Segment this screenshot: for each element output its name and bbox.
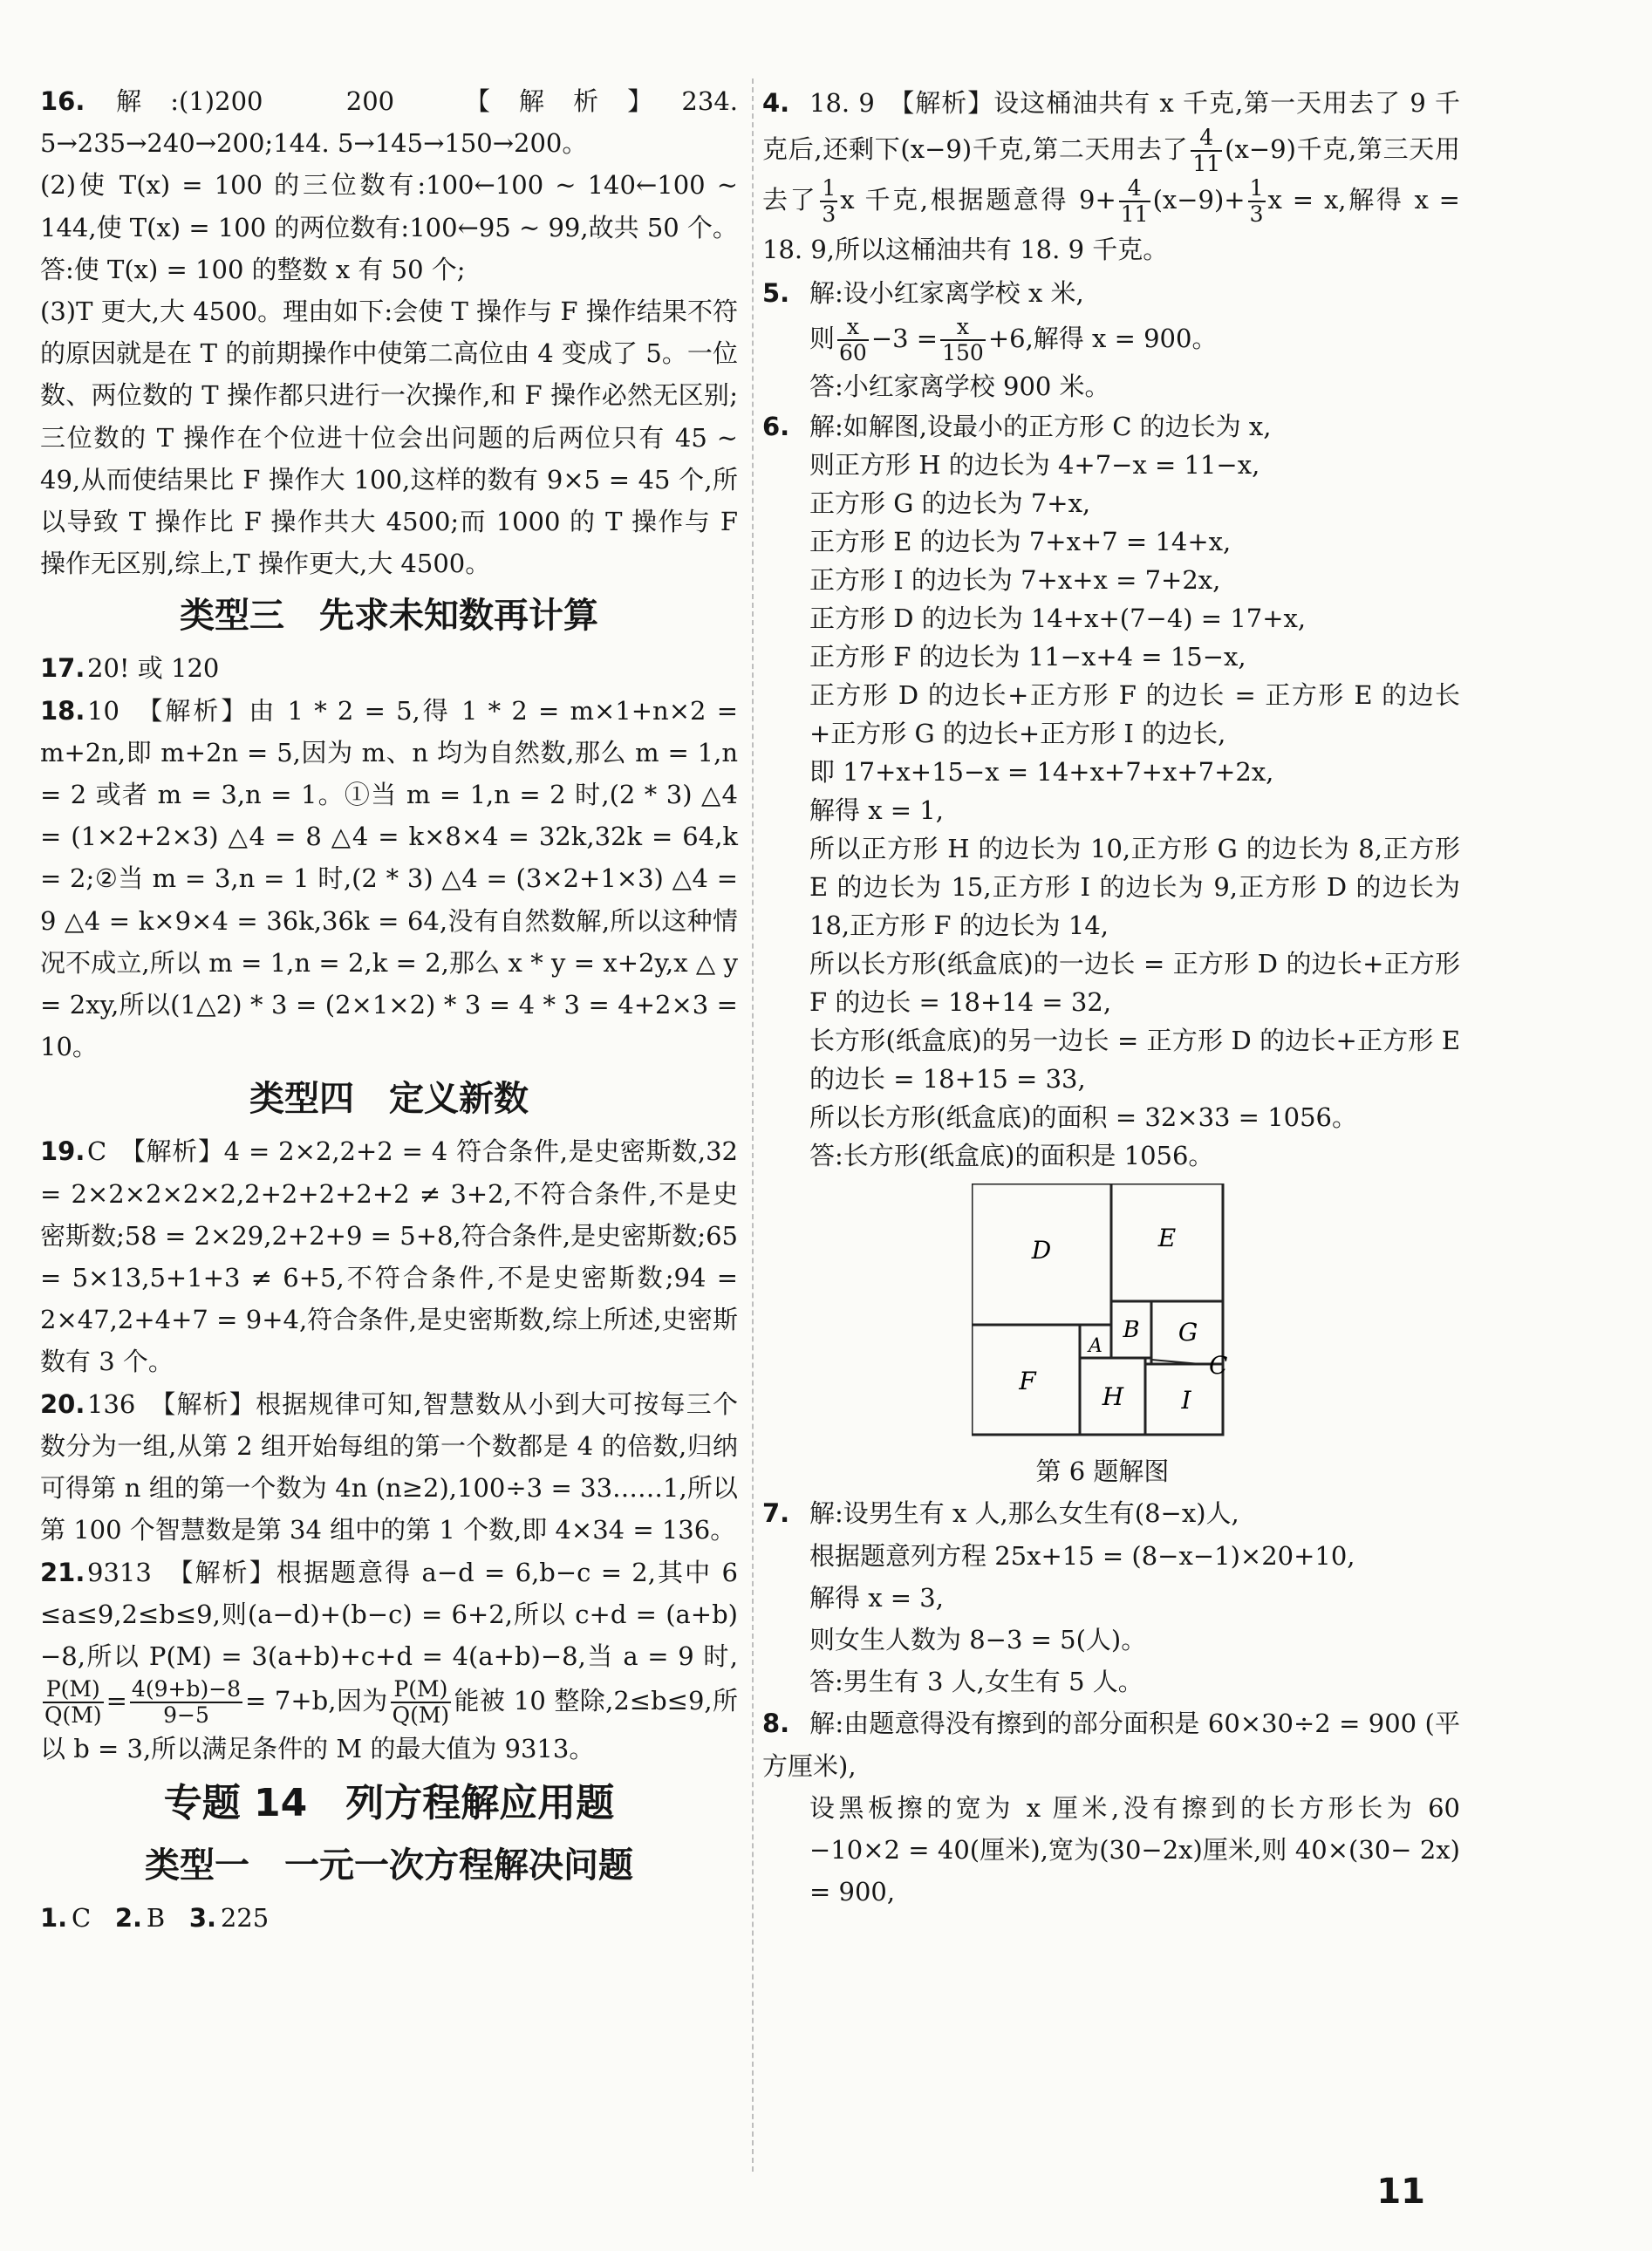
q5-pre: 则: [809, 324, 836, 354]
question-number: 18.: [40, 695, 85, 726]
label-I: I: [1181, 1386, 1191, 1415]
question-number: 6.: [762, 412, 790, 442]
q5-line-1: 解:设小红家离学校 x 米,: [809, 278, 1084, 308]
q4-text-a: 18. 9 【解析】设这桶油共有 x 千克,第一天用去了 9 千克后,还剩下(x−9)千克,第二天用去了: [762, 88, 1460, 164]
question-number: 16.: [40, 86, 85, 116]
fraction-4-11: [1119, 176, 1150, 227]
q7-line: 解:设男生有 x 人,那么女生有(8−x)人,: [809, 1498, 1239, 1529]
q6-line: 所以正方形 H 的边长为 10,正方形 G 的边长为 8,正方形 E 的边长为 15,正方形 I 的边长为 9,正方形 D 的边长为 18,正方形 F 的边长为 14,: [809, 834, 1460, 941]
question-6: [762, 407, 1460, 1492]
q6-line: 正方形 G 的边长为 7+x,: [809, 488, 1091, 519]
q4-text-e: x = x,解得 x = 18. 9,所以这桶油共有 18. 9 千克。: [762, 185, 1460, 264]
fraction-p-over-q: [43, 1677, 104, 1728]
question-4: [762, 80, 1460, 272]
label-H: H: [1102, 1382, 1124, 1412]
q6-line: 解:如解图,设最小的正方形 C 的边长为 x,: [809, 412, 1272, 442]
fraction-1-3: [1248, 176, 1266, 227]
label-F: F: [1019, 1367, 1036, 1396]
fraction-numerator: 1: [1249, 175, 1264, 201]
q16-line-2: (2)使 T(x) = 100 的三位数有:100←100 ~ 140←100 ~ 144,使 T(x) = 100 的两位数有:100←95 ~ 99,故共 50 个。: [40, 170, 738, 242]
answer-3: 225: [220, 1903, 270, 1934]
q21-text-b: = 7+b,因为: [245, 1686, 388, 1716]
fraction-1-3: [820, 176, 837, 227]
fraction-denominator: 60: [839, 340, 867, 366]
fraction-numerator: 4: [1191, 126, 1222, 152]
q6-line: 正方形 D 的边长+正方形 F 的边长 = 正方形 E 的边长+正方形 G 的边长+正方形 I 的边长,: [809, 680, 1460, 749]
label-A: A: [1089, 1335, 1102, 1358]
question-18: [40, 690, 738, 1068]
q4-text-c: x 千克,根据题意得 9+: [840, 185, 1116, 215]
page-number: 11: [1376, 2172, 1425, 2212]
q21-text-c: 能被 10 整除,2≤b≤9,所以 b = 3,所以满足条件的 M 的最大值为 9313。: [40, 1686, 738, 1764]
label-D: D: [1031, 1236, 1052, 1265]
question-number: 8.: [762, 1709, 790, 1739]
question-number: 7.: [762, 1498, 790, 1529]
fraction-numerator: P(M): [43, 1677, 104, 1703]
q6-line: 所以长方形(纸盒底)的一边长 = 正方形 D 的边长+正方形 F 的边长 = 18+14 = 32,: [809, 949, 1460, 1018]
question-number: 20.: [40, 1388, 85, 1419]
answer-2: B: [146, 1903, 166, 1934]
q4-text-d: (x−9)+: [1152, 185, 1246, 215]
q6-line: 解得 x = 1,: [809, 795, 944, 826]
q20-text: 136 【解析】根据规律可知,智慧数从小到大可按每三个数分为一组,从第 2 组开始每组的第一个数都是 4 的倍数,归纳可得第 n 组的第一个数为 4n (n≥2),100÷3 = 33……1,所以第 100 个智慧数是第 34 组中的第 1 个数,即 4×34 = 136。: [40, 1388, 738, 1545]
questions-1-to-3: [40, 1897, 738, 1939]
label-B: B: [1123, 1317, 1140, 1344]
fraction-x-60: [837, 315, 869, 365]
q7-line: 则女生人数为 8−3 = 5(人)。: [809, 1625, 1147, 1655]
question-7: [762, 1492, 1460, 1702]
question-number: 5.: [762, 278, 790, 308]
fraction-denominator: 3: [822, 201, 836, 227]
label-E: E: [1157, 1224, 1177, 1253]
question-19: [40, 1130, 738, 1382]
fraction-numerator: P(M): [391, 1677, 452, 1703]
q17-text: 20! 或 120: [87, 653, 220, 684]
q16-line-4: (3)T 更大,大 4500。理由如下:会使 T 操作与 F 操作结果不符的原因就是在 T 的前期操作中使第二高位由 4 变成了 5。一位数、两位数的 T 操作都只进行一次操作,和 F 操作必然无区别;三位数的 T 操作在个位进十位会出问题的后两位只有 45 ~ 49,从而使结果比 F 操作大 100,这样的数有 9×5 = 45 个,所以导致 T 操作比 F 操作共大 4500;而 1000 的 T 操作与 F 操作无区别,综上,T 操作更大,大 4500。: [40, 297, 738, 579]
fraction-denominator: 150: [942, 340, 984, 366]
fraction-denominator: 11: [1120, 201, 1149, 227]
fraction-expression: [130, 1677, 242, 1728]
q7-answer: 答:男生有 3 人,女生有 5 人。: [809, 1667, 1143, 1697]
column-divider: [752, 78, 754, 2172]
fraction-numerator: 4: [1119, 176, 1150, 202]
question-number: 19.: [40, 1136, 85, 1167]
q6-line: 正方形 E 的边长为 7+x+7 = 14+x,: [809, 527, 1232, 557]
question-number: 4.: [762, 88, 790, 118]
question-8: [762, 1702, 1460, 1913]
fraction-denominator: 9−5: [163, 1702, 209, 1729]
q6-line: 所以长方形(纸盒底)的面积 = 32×33 = 1056。: [809, 1102, 1358, 1133]
fraction-x-150: [940, 315, 986, 365]
question-5: [762, 272, 1460, 407]
fraction-denominator: Q(M): [44, 1702, 102, 1729]
fraction-denominator: Q(M): [392, 1702, 450, 1729]
square-dissection-figure: [972, 1183, 1233, 1445]
fraction-numerator: 4(9+b)−8: [131, 1676, 242, 1702]
label-G: G: [1178, 1318, 1198, 1347]
q18-text: 10 【解析】由 1 * 2 = 5,得 1 * 2 = m×1+n×2 = m+2n,即 m+2n = 5,因为 m、n 均为自然数,那么 m = 1,n = 2 或者 m = 3,n = 1。①当 m = 1,n = 2 时,(2 * 3) △4 = (1×2+2×3) △4 = 8 △4 = k×8×4 = 32k,32k = 64,k = 2;②当 m = 3,n = 1 时,(2 * 3) △4 = (3×2+1×3) △4 = 9 △4 = k×9×4 = 36k,36k = 64,没有自然数解,所以这种情况不成立,所以 m = 1,n = 2,k = 2,那么 x * y = x+2y,x △ y = 2xy,所以(1△2) * 3 = (2×1×2) * 3 = 4 * 3 = 4+2×3 = 10。: [40, 695, 738, 1062]
fraction-numerator: x: [837, 315, 869, 341]
question-number: 3.: [188, 1903, 217, 1934]
fraction-numerator: 1: [822, 175, 836, 201]
question-number: 17.: [40, 653, 85, 684]
q6-line: 则正方形 H 的边长为 4+7−x = 11−x,: [809, 450, 1260, 481]
q19-text: C 【解析】4 = 2×2,2+2 = 4 符合条件,是史密斯数,32 = 2×2×2×2×2,2+2+2+2+2 ≠ 3+2,不符合条件,不是史密斯数;58 = 2×29,2+2+9 = 5+8,符合条件,是史密斯数;65 = 5×13,5+1+3 ≠ 6+5,不符合条件,不是史密斯数;94 = 2×47,2+4+7 = 9+4,符合条件,是史密斯数,综上所述,史密斯数有 3 个。: [40, 1136, 738, 1377]
q16-line-3: 答:使 T(x) = 100 的整数 x 有 50 个;: [40, 254, 466, 284]
q5-answer: 答:小红家离学校 900 米。: [809, 372, 1110, 402]
answer-1: C: [72, 1903, 92, 1934]
question-20: [40, 1383, 738, 1552]
fraction-denominator: 3: [1249, 201, 1264, 227]
question-21: [40, 1552, 738, 1770]
section-heading-type3: 类型三 先求未知数再计算: [180, 596, 598, 637]
q7-line: 根据题意列方程 25x+15 = (8−x−1)×20+10,: [809, 1540, 1355, 1571]
question-17: [40, 647, 738, 689]
right-column: [762, 80, 1460, 1913]
q5-mid: −3 =: [870, 324, 939, 354]
q5-post: +6,解得 x = 900。: [987, 324, 1218, 354]
question-number: 1.: [40, 1903, 68, 1934]
fraction-p-over-q: [391, 1677, 452, 1728]
section-heading-type1: 类型一 一元一次方程解决问题: [145, 1845, 633, 1886]
figure-caption: 第 6 题解图: [1035, 1456, 1170, 1487]
label-C: C: [1209, 1351, 1228, 1381]
q6-answer: 答:长方形(纸盒底)的面积是 1056。: [809, 1141, 1214, 1171]
q7-line: 解得 x = 3,: [809, 1582, 944, 1613]
fraction-denominator: 11: [1192, 151, 1221, 176]
q4-text-b: (x−9)千克,第三天用去了: [762, 134, 1460, 215]
q6-line: 即 17+x+15−x = 14+x+7+x+7+2x,: [809, 757, 1274, 788]
q6-line: 长方形(纸盒底)的另一边长 = 正方形 D 的边长+正方形 E 的边长 = 18+15 = 33,: [809, 1026, 1460, 1095]
fraction-numerator: x: [940, 315, 986, 341]
section-heading-type4: 类型四 定义新数: [249, 1079, 529, 1120]
question-16: [40, 80, 738, 584]
q6-line: 正方形 I 的边长为 7+x+x = 7+2x,: [809, 565, 1221, 596]
q8-line: 设黑板擦的宽为 x 厘米,没有擦到的长方形长为 60 −10×2 = 40(厘米),宽为(30−2x)厘米,则 40×(30− 2x) = 900,: [809, 1792, 1460, 1907]
q8-line: 解:由题意得没有擦到的部分面积是 60×30÷2 = 900 (平方厘米),: [762, 1709, 1460, 1781]
fraction-4-11: [1191, 126, 1222, 176]
q16-line-1: 解:(1)200 200 【解析】234. 5→235→240→200;144. 5→145→150→200。: [40, 86, 738, 159]
figure-drawing: [972, 1183, 1233, 1445]
question-number: 2.: [114, 1903, 143, 1934]
topic-heading-14: 专题 14 列方程解应用题: [163, 1781, 615, 1826]
q6-line: 正方形 F 的边长为 11−x+4 = 15−x,: [809, 642, 1246, 672]
question-number: 21.: [40, 1557, 85, 1587]
q21-text-a: 9313 【解析】根据题意得 a−d = 6,b−c = 2,其中 6 ≤a≤9,2≤b≤9,则(a−d)+(b−c) = 6+2,所以 c+d = (a+b)−8,所以 P(M) = 3(a+b)+c+d = 4(a+b)−8,当 a = 9 时,: [40, 1557, 738, 1671]
q6-line: 正方形 D 的边长为 14+x+(7−4) = 17+x,: [809, 604, 1307, 634]
equals-sign: =: [106, 1686, 127, 1716]
left-column: [40, 80, 738, 1940]
